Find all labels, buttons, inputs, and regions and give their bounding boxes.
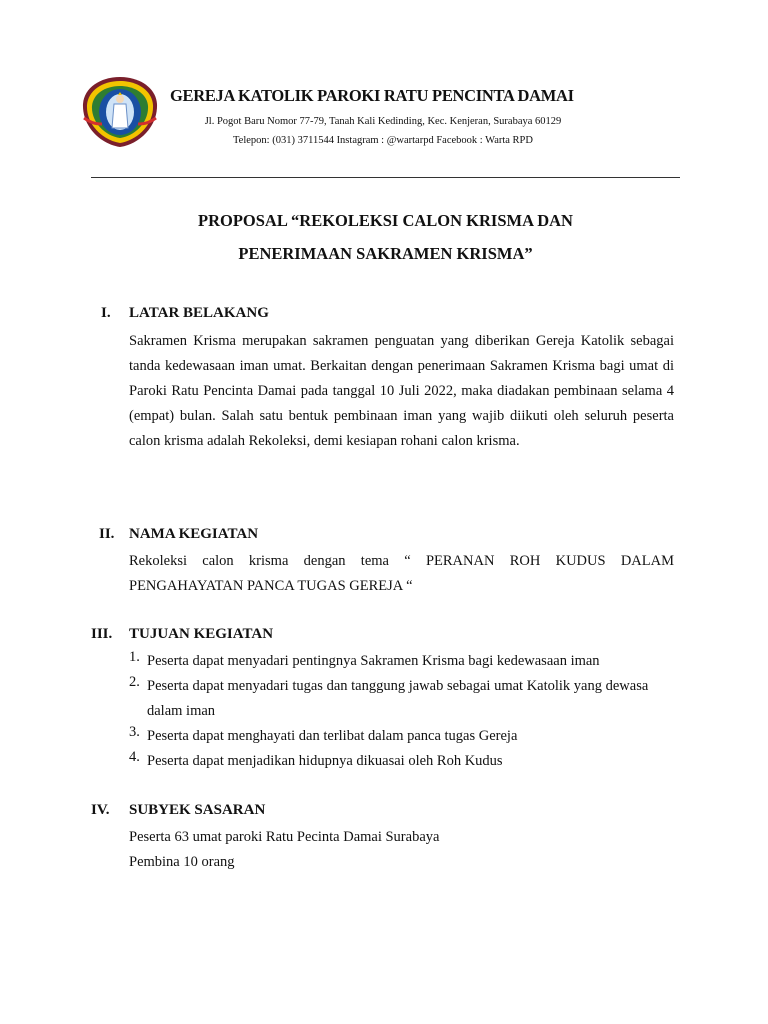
objectives-list xyxy=(129,649,679,774)
proposal-title-line2: PENERIMAAN SAKRAMEN KRISMA” xyxy=(238,244,533,263)
section-body-nama-kegiatan: Rekoleksi calon krisma dengan tema “ PERANAN ROH KUDUS DALAM PENGAHAYATAN PANCA TUGAS GEREJA “ xyxy=(129,553,674,594)
target-mentors: Pembina 10 orang xyxy=(129,854,235,870)
list-item-number: 4. xyxy=(129,749,140,765)
target-participants: Peserta 63 umat paroki Ratu Pecinta Damai Surabaya xyxy=(129,829,440,845)
list-item-number: 1. xyxy=(129,649,140,665)
list-item-text: Peserta dapat menyadari tugas dan tanggung jawab sebagai umat Katolik yang dewasa dalam iman xyxy=(147,678,649,719)
list-item-number: 2. xyxy=(129,674,140,690)
header-divider xyxy=(91,177,680,178)
section-heading-tujuan-kegiatan: TUJUAN KEGIATAN xyxy=(129,626,274,642)
parish-emblem-icon xyxy=(80,74,160,150)
section-number: I. xyxy=(101,305,111,321)
section-number: IV. xyxy=(91,802,110,818)
proposal-title-line1: PROPOSAL “REKOLEKSI CALON KRISMA DAN xyxy=(198,211,573,230)
list-item xyxy=(129,674,679,724)
section-number: III. xyxy=(91,626,113,642)
address-line: Jl. Pogot Baru Nomor 77-79, Tanah Kali Kedinding, Kec. Kenjeran, Surabaya 60129 xyxy=(204,116,562,127)
section-heading-subyek-sasaran: SUBYEK SASARAN xyxy=(129,802,266,818)
org-name: GEREJA KATOLIK PAROKI RATU PENCINTA DAMAI xyxy=(170,86,574,105)
list-item xyxy=(129,724,679,749)
section-heading-latar-belakang: LATAR BELAKANG xyxy=(129,305,269,321)
list-item-text: Peserta dapat menghayati dan terlibat dalam panca tugas Gereja xyxy=(147,728,518,744)
section-heading-nama-kegiatan: NAMA KEGIATAN xyxy=(129,526,259,542)
list-item-text: Peserta dapat menyadari pentingnya Sakramen Krisma bagi kedewasaan iman xyxy=(147,653,600,669)
list-item xyxy=(129,649,679,674)
list-item-text: Peserta dapat menjadikan hidupnya dikuasai oleh Roh Kudus xyxy=(147,753,503,769)
section-body-latar-belakang: Sakramen Krisma merupakan sakramen penguatan yang diberikan Gereja Katolik sebagai tanda kedewasaan iman umat. Berkaitan dengan penerimaan Sakramen Krisma bagi umat di Paroki Ratu Pencinta Damai pada tanggal 10 Juli 2022, maka diadakan pembinaan selama 4 (empat) bulan. Salah satu bentuk pembinaan iman yang wajib diikuti oleh seluruh peserta calon krisma adalah Rekoleksi, demi kesiapan rohani calon krisma. xyxy=(129,333,674,449)
list-item-number: 3. xyxy=(129,724,140,740)
list-item xyxy=(129,749,679,774)
contact-line: Telepon: (031) 3711544 Instagram : @wartarpd Facebook : Warta RPD xyxy=(233,135,533,146)
section-number: II. xyxy=(99,526,115,542)
